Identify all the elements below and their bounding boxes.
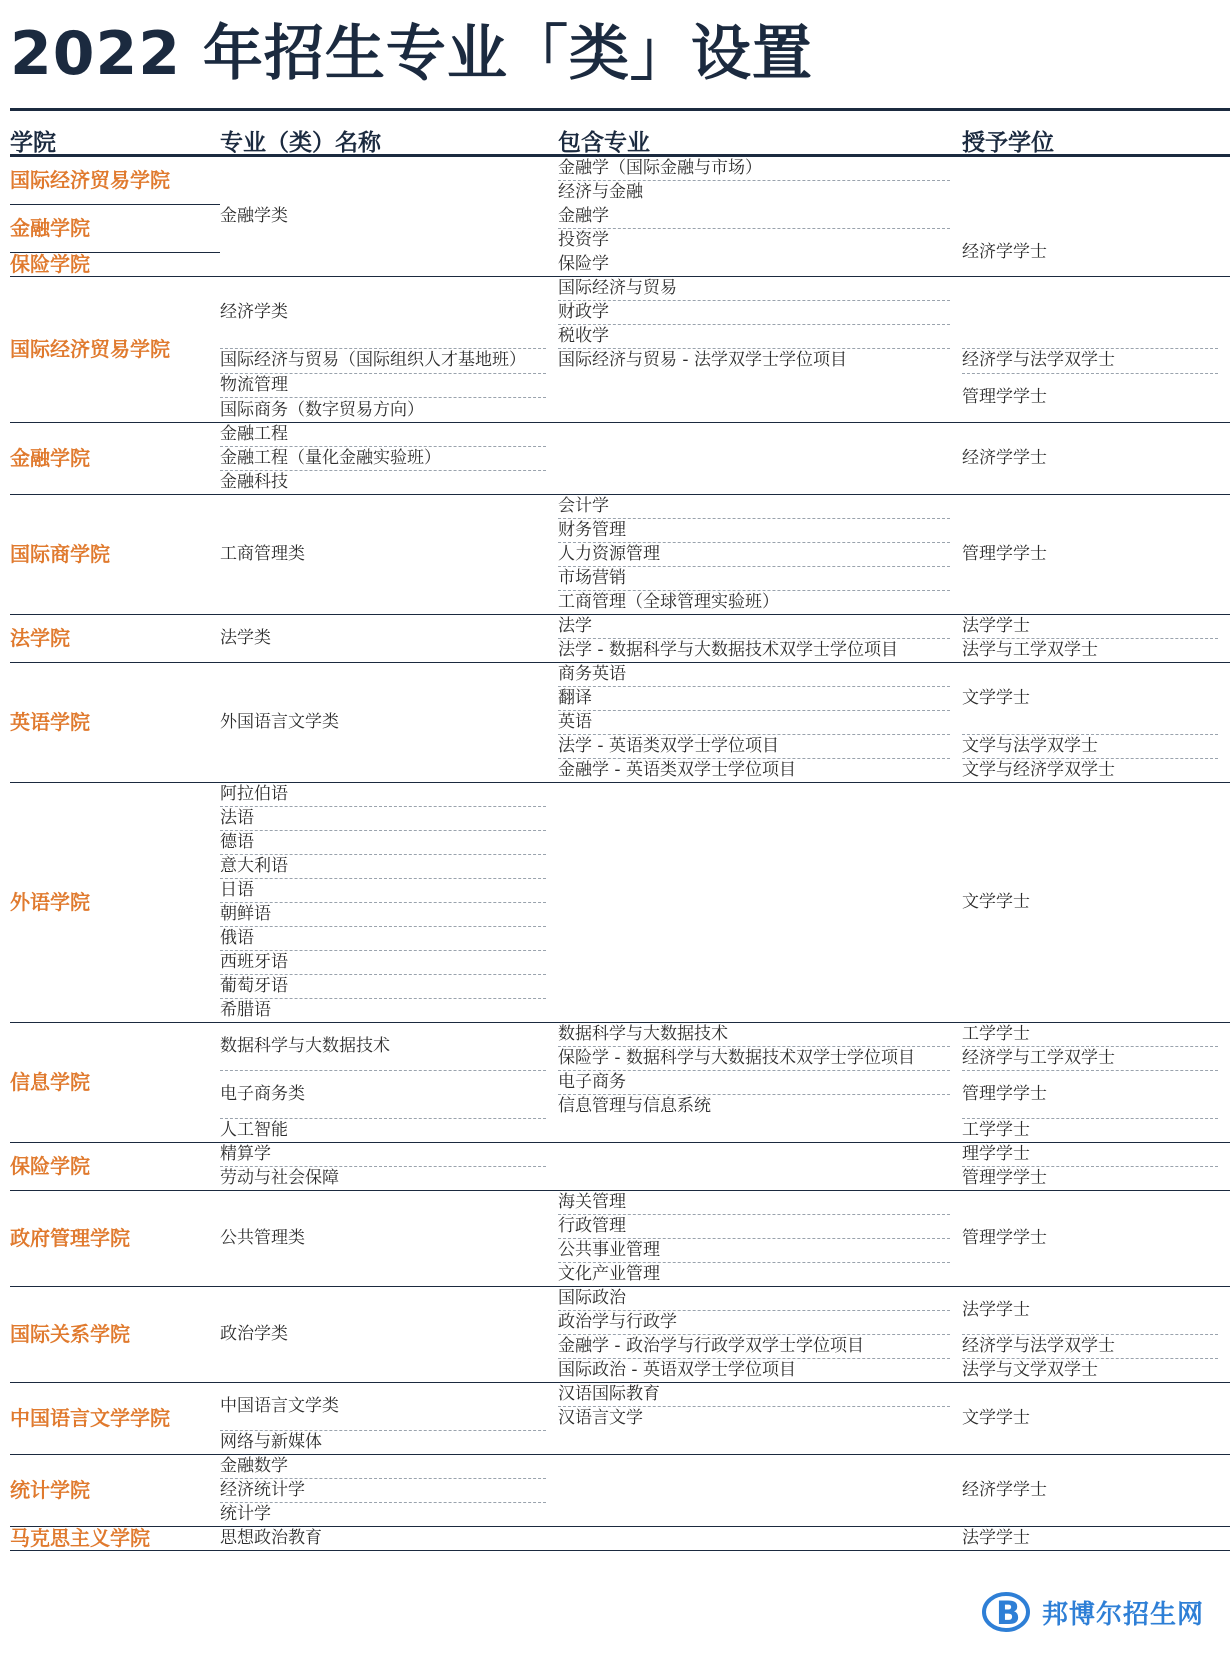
category-cell: 国际经济与贸易（国际组织人才基地班） (220, 350, 526, 370)
category-cell: 电子商务类 (220, 1084, 305, 1104)
degree-cell: 经济学与法学双学士 (962, 350, 1115, 370)
degree-cell: 管理学学士 (962, 1228, 1047, 1248)
watermark-text: 邦博尔招生网 (1042, 1600, 1205, 1630)
category-cell: 金融科技 (220, 472, 288, 492)
major-cell: 人力资源管理 (558, 544, 660, 564)
category-cell: 朝鲜语 (220, 904, 271, 924)
major-cell: 市场营销 (558, 568, 626, 588)
category-cell: 中国语言文学类 (220, 1396, 339, 1416)
degree-cell: 管理学学士 (962, 1168, 1047, 1188)
categories-divider (220, 830, 546, 831)
degrees-divider (962, 373, 1218, 374)
degree-cell: 管理学学士 (962, 1084, 1047, 1104)
categories-divider (220, 878, 546, 879)
college-cell: 法学院 (10, 626, 70, 650)
major-cell: 法学 - 英语类双学士学位项目 (558, 736, 779, 756)
header-college: 学院 (10, 130, 56, 156)
major-cell: 电子商务 (558, 1072, 626, 1092)
header-category: 专业（类）名称 (220, 130, 381, 156)
college-cell: 国际商学院 (10, 542, 110, 566)
college-cell: 金融学院 (10, 216, 90, 240)
categories-divider (220, 1070, 546, 1071)
category-cell: 思想政治教育 (220, 1528, 322, 1548)
header-majors: 包含专业 (558, 130, 650, 156)
category-cell: 工商管理类 (220, 544, 305, 564)
category-cell: 政治学类 (220, 1324, 288, 1344)
major-cell: 会计学 (558, 496, 609, 516)
header-degree: 授予学位 (962, 130, 1054, 156)
college-cell: 政府管理学院 (10, 1226, 130, 1250)
degree-cell: 文学与经济学双学士 (962, 760, 1115, 780)
degree-cell: 管理学学士 (962, 544, 1047, 564)
major-cell: 财务管理 (558, 520, 626, 540)
major-cell: 金融学 - 政治学与行政学双学士学位项目 (558, 1336, 864, 1356)
major-cell: 金融学（国际金融与市场） (558, 158, 762, 178)
category-cell: 法学类 (220, 628, 271, 648)
college-divider (10, 1526, 1230, 1527)
major-cell: 税收学 (558, 326, 609, 346)
college-cell: 马克思主义学院 (10, 1526, 150, 1550)
category-cell: 西班牙语 (220, 952, 288, 972)
major-cell: 商务英语 (558, 664, 626, 684)
degree-cell: 理学学士 (962, 1144, 1030, 1164)
college-cell: 统计学院 (10, 1478, 90, 1502)
category-cell: 俄语 (220, 928, 254, 948)
degrees-divider (962, 1070, 1218, 1071)
category-cell: 经济学类 (220, 302, 288, 322)
major-cell: 法学 (558, 616, 592, 636)
college-cell: 国际经济贸易学院 (10, 168, 170, 192)
college-cell: 国际经济贸易学院 (10, 337, 170, 361)
degree-cell: 法学与文学双学士 (962, 1360, 1098, 1380)
college-divider (10, 782, 1230, 783)
degree-cell: 经济学学士 (962, 242, 1047, 262)
majors-divider (558, 710, 950, 711)
category-cell: 公共管理类 (220, 1228, 305, 1248)
college-cell: 外语学院 (10, 890, 90, 914)
degree-cell: 文学与法学双学士 (962, 736, 1098, 756)
majors-divider (558, 686, 950, 687)
college-divider (10, 1454, 1230, 1455)
category-cell: 数据科学与大数据技术 (220, 1036, 390, 1056)
college-divider (10, 494, 1230, 495)
svg-text:B: B (996, 1594, 1021, 1632)
major-cell: 保险学 (558, 254, 609, 274)
college-cell: 金融学院 (10, 446, 90, 470)
degree-cell: 经济学与法学双学士 (962, 1336, 1115, 1356)
category-cell: 法语 (220, 808, 254, 828)
college-cell: 信息学院 (10, 1070, 90, 1094)
category-cell: 国际商务（数字贸易方向） (220, 400, 424, 420)
major-cell: 政治学与行政学 (558, 1312, 677, 1332)
category-cell: 日语 (220, 880, 254, 900)
degree-cell: 法学学士 (962, 616, 1030, 636)
major-cell: 金融学 (558, 206, 609, 226)
category-cell: 德语 (220, 832, 254, 852)
college-divider (10, 422, 1230, 423)
major-cell: 金融学 - 英语类双学士学位项目 (558, 760, 796, 780)
college-divider (10, 614, 1230, 615)
majors-divider (558, 228, 950, 229)
category-cell: 统计学 (220, 1504, 271, 1524)
major-cell: 信息管理与信息系统 (558, 1096, 711, 1116)
college-cell: 英语学院 (10, 710, 90, 734)
major-cell: 财政学 (558, 302, 609, 322)
college-cell: 中国语言文学学院 (10, 1406, 170, 1430)
category-cell: 经济统计学 (220, 1480, 305, 1500)
watermark (982, 1588, 1222, 1636)
majors-divider (558, 324, 950, 325)
major-cell: 汉语国际教育 (558, 1384, 660, 1404)
page-title: 2022 年招生专业「类」设置 (10, 19, 813, 89)
category-cell: 希腊语 (220, 1000, 271, 1020)
category-cell: 意大利语 (220, 856, 288, 876)
major-cell: 工商管理（全球管理实验班） (558, 592, 779, 612)
category-cell: 网络与新媒体 (220, 1432, 322, 1452)
major-cell: 公共事业管理 (558, 1240, 660, 1260)
category-cell: 劳动与社会保障 (220, 1168, 339, 1188)
college-cell: 国际关系学院 (10, 1322, 130, 1346)
degree-cell: 经济学学士 (962, 1480, 1047, 1500)
degree-cell: 管理学学士 (962, 387, 1047, 407)
category-cell: 精算学 (220, 1144, 271, 1164)
major-cell: 汉语言文学 (558, 1408, 643, 1428)
college-divider (10, 1142, 1230, 1143)
major-cell: 经济与金融 (558, 182, 643, 202)
college-divider (10, 204, 220, 205)
major-cell: 文化产业管理 (558, 1264, 660, 1284)
major-cell: 海关管理 (558, 1192, 626, 1212)
degree-cell: 文学学士 (962, 892, 1030, 912)
major-cell: 行政管理 (558, 1216, 626, 1236)
category-cell: 金融数学 (220, 1456, 288, 1476)
degree-cell: 工学学士 (962, 1024, 1030, 1044)
categories-divider (220, 806, 546, 807)
degree-cell: 工学学士 (962, 1120, 1030, 1140)
category-cell: 金融工程 (220, 424, 288, 444)
degree-cell: 经济学与工学双学士 (962, 1048, 1115, 1068)
college-cell: 保险学院 (10, 252, 90, 276)
major-cell: 数据科学与大数据技术 (558, 1024, 728, 1044)
degree-cell: 法学学士 (962, 1300, 1030, 1320)
major-cell: 国际经济与贸易 (558, 278, 677, 298)
degree-cell: 法学学士 (962, 1528, 1030, 1548)
category-cell: 物流管理 (220, 375, 288, 395)
college-cell: 保险学院 (10, 1154, 90, 1178)
b-logo-icon (982, 1588, 1038, 1636)
degree-cell: 经济学学士 (962, 448, 1047, 468)
category-cell: 阿拉伯语 (220, 784, 288, 804)
degree-cell: 文学学士 (962, 688, 1030, 708)
major-cell: 法学 - 数据科学与大数据技术双学士学位项目 (558, 640, 898, 660)
major-cell: 国际政治 - 英语双学士学位项目 (558, 1360, 796, 1380)
major-cell: 国际政治 (558, 1288, 626, 1308)
major-cell: 国际经济与贸易 - 法学双学士学位项目 (558, 350, 847, 370)
degree-cell: 法学与工学双学士 (962, 640, 1098, 660)
majors-divider (558, 300, 950, 301)
category-cell: 人工智能 (220, 1120, 288, 1140)
category-cell: 金融学类 (220, 206, 288, 226)
category-cell: 葡萄牙语 (220, 976, 288, 996)
major-cell: 投资学 (558, 230, 609, 250)
category-cell: 金融工程（量化金融实验班） (220, 448, 441, 468)
top-rule (10, 108, 1230, 111)
major-cell: 翻译 (558, 688, 592, 708)
degree-cell: 文学学士 (962, 1408, 1030, 1428)
major-cell: 保险学 - 数据科学与大数据技术双学士学位项目 (558, 1048, 915, 1068)
category-cell: 外国语言文学类 (220, 712, 339, 732)
major-cell: 英语 (558, 712, 592, 732)
categories-divider (220, 926, 546, 927)
bottom-rule (10, 1550, 1230, 1551)
